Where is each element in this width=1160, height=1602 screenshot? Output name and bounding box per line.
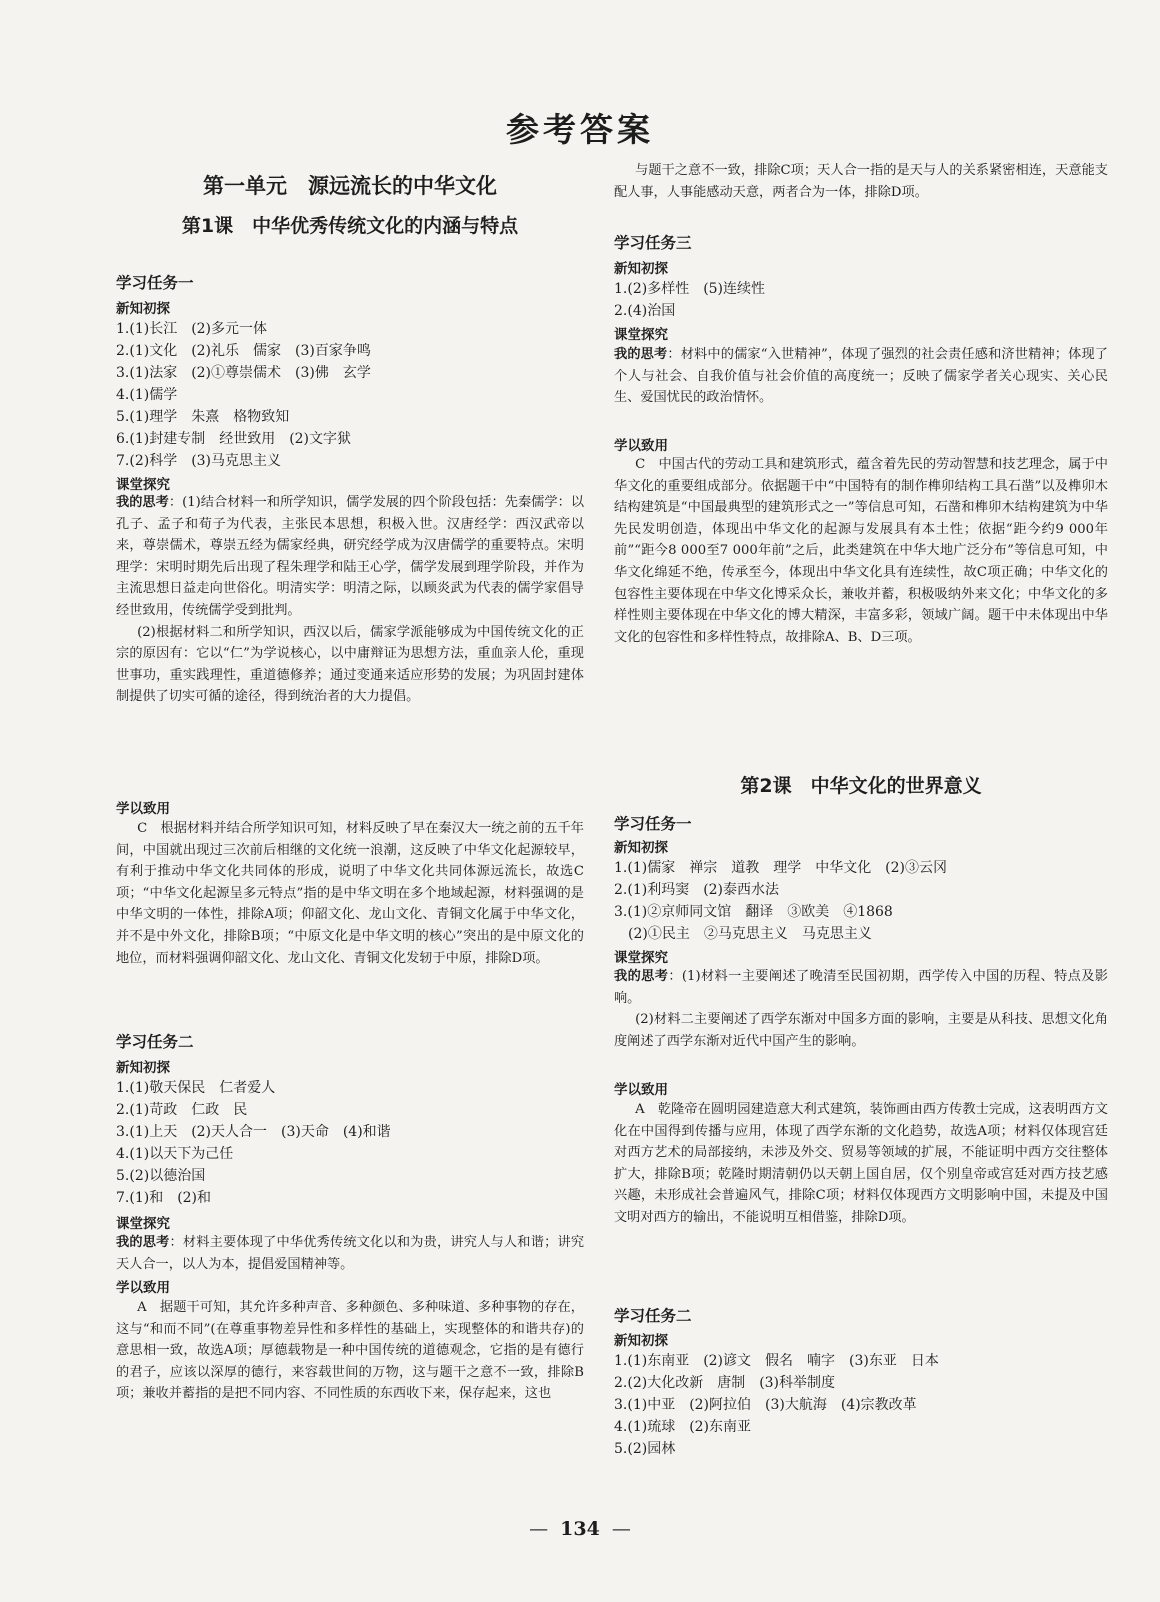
section-new-knowledge: 新知初探 [116, 301, 170, 317]
answer-item: 4.(1)儒学 [116, 387, 178, 403]
section-apply: 学以致用 [614, 438, 668, 454]
section-classroom: 课堂探究 [614, 950, 668, 966]
answer-item: 2.(4)治国 [614, 303, 676, 319]
task-heading: 学习任务二 [614, 1307, 692, 1325]
thinking-text: ：材料中的儒家“入世精神”，体现了强烈的社会责任感和济世精神；体现了个人与社会、自我价值与社会价值的高度统一；反映了儒家学者关心现实、关心民生、爱国忧民的政治情怀。 [614, 347, 1108, 406]
answer-item: 5.(2)以德治国 [116, 1168, 206, 1184]
thinking-label: 我的思考 [116, 495, 169, 510]
apply-answer: C 中国古代的劳动工具和建筑形式，蕴含着先民的劳动智慧和技艺理念，属于中华文化的重要组成部分。依据题干中“中国特有的制作榫卯结构工具石凿”以及榫卯木结构建筑是“中国最典型的建筑形式之一”等信息可知，石凿和榫卯木结构建筑为中华先民发明创造，体现出中华文化的起源与发展具有本土性；依据“距今约9 000年前”“距今8 000至7 000年前”之后，此类建筑在中华大地广泛分布”等信息可知，中华文化绵延不绝，传承至今，体现出中华文化具有连续性，故C项正确；中华文化的包容性主要体现在中华文化博采众长，兼收并蓄，积极吸纳外来文化；中华文化的多样性则主要体现在中华文化的博大精深，丰富多彩，领域广阔。题干中未体现出中华文化的包容性和多样性特点，故排除A、B、D三项。 [614, 457, 1108, 645]
thinking-text: ：材料主要体现了中华优秀传统文化以和为贵，讲究人与人和谐；讲究天人合一，以人为本，提倡爱国精神等。 [116, 1235, 585, 1272]
footer-dash-left: — [529, 1518, 549, 1540]
section-new-knowledge: 新知初探 [116, 1060, 170, 1076]
answer-item: 5.(2)园林 [614, 1441, 676, 1457]
apply-answer: A 乾隆帝在圆明园建造意大利式建筑，装饰画由西方传教士完成，这表明西方文化在中国得到传播与应用，体现了西学东渐的文化趋势，故选A项；材料仅体现宫廷对西方艺术的局部接纳，未涉及外交、贸易等领域的扩展，不能证明中西方交往整体扩大，排除B项；乾隆时期清朝仍以天朝上国自居，仅个别皇帝或宫廷对西方技艺感兴趣，未形成社会普遍风气，排除C项；材料仅体现西方文明影响中国，未提及中国文明对西方的输出，不能说明互相借鉴，排除D项。 [614, 1102, 1108, 1225]
answer-item: 1.(1)儒家 禅宗 道教 理学 中华文化 (2)③云冈 [614, 860, 948, 876]
thinking-paragraph [116, 492, 584, 622]
section-apply: 学以致用 [116, 1280, 170, 1296]
answer-item: 4.(1)琉球 (2)东南亚 [614, 1419, 752, 1435]
answer-item: 3.(1)中亚 (2)阿拉伯 (3)大航海 (4)宗教改革 [614, 1397, 917, 1413]
section-classroom: 课堂探究 [614, 327, 668, 343]
answer-item: 2.(1)文化 (2)礼乐 儒家 (3)百家争鸣 [116, 343, 371, 359]
thinking-paragraph [614, 966, 1108, 1009]
answer-list [614, 1350, 1108, 1460]
section-apply: 学以致用 [614, 1082, 668, 1098]
thinking-label: 我的思考 [116, 1235, 170, 1250]
answer-list [116, 318, 584, 472]
answer-list [116, 1077, 584, 1209]
task-heading: 学习任务二 [116, 1033, 194, 1051]
unit-title: 第一单元 源远流长的中华文化 [203, 174, 497, 198]
thinking-block [614, 966, 1108, 1052]
answer-item: 1.(1)敬天保民 仁者爱人 [116, 1080, 276, 1096]
task-heading: 学习任务一 [614, 815, 692, 833]
answer-list [614, 857, 1108, 945]
page-number-footer [0, 1518, 1160, 1540]
thinking-label: 我的思考 [614, 347, 668, 362]
thinking-text: ：(1)结合材料一和所学知识，儒学发展的四个阶段包括：先秦儒学：以孔子、孟子和荀子为代表，主张民本思想，积极入世。汉唐经学：西汉武帝以来，尊崇儒术，尊崇五经为儒家经典，研究经学成为汉唐儒学的重要特点。宋明理学：宋明时期先后出现了程朱理学和陆王心学，儒学发展到理学阶段，并作为主流思想日益走向世俗化。明清实学：明清之际，以顾炎武为代表的儒学家倡导经世致用，传统儒学受到批判。 [116, 495, 585, 618]
answer-item: 1.(1)长江 (2)多元一体 [116, 321, 268, 337]
thinking-paragraph [116, 1232, 584, 1275]
section-new-knowledge: 新知初探 [614, 261, 668, 277]
apply-answer: C 根据材料并结合所学知识可知，材料反映了早在秦汉大一统之前的五千年间，中国就出现过三次前后相继的文化统一浪潮，这反映了中华文化起源较早，有利于推动中华文化共同体的形成，说明了中华文化共同体源远流长，故选C项；“中华文化起源呈多元特点”指的是中华文明在多个地域起源，材料强调的是中华文明的一体性，排除A项；仰韶文化、龙山文化、青铜文化属于中华文化，并不是中外文化，排除B项；“中原文化是中华文明的核心”突出的是中原文化的地位，而材料强调仰韶文化、龙山文化、青铜文化发轫于中原，排除D项。 [116, 821, 584, 966]
lesson-1-title: 第1课 中华优秀传统文化的内涵与特点 [181, 215, 519, 237]
thinking-paragraph: (2)材料二主要阐述了西学东渐对中国多方面的影响，主要是从科技、思想文化角度阐述了西学东渐对近代中国产生的影响。 [614, 1012, 1108, 1049]
answer-item: 7.(1)和 (2)和 [116, 1190, 212, 1206]
section-new-knowledge: 新知初探 [614, 840, 668, 856]
task-heading: 学习任务一 [116, 274, 194, 292]
thinking-block [116, 492, 584, 708]
thinking-paragraph [614, 344, 1108, 409]
apply-answer: A 据题干可知，其允许多种声音、多种颜色、多种味道、多种事物的存在，这与“和而不同”(在尊重事物差异性和多样性的基础上，实现整体的和谐共存)的意思相一致，故选A项；厚德载物是一种中国传统的道德观念，它指的是有德行的君子，应该以深厚的德行，来容载世间的万物，这与题干之意不一致，排除B项；兼收并蓄指的是把不同内容、不同性质的东西收下来，保存起来，这也 [116, 1300, 584, 1402]
section-apply: 学以致用 [116, 801, 170, 817]
answer-item: 1.(2)多样性 (5)连续性 [614, 281, 766, 297]
answer-item: 2.(1)利玛窦 (2)泰西水法 [614, 882, 780, 898]
answer-item: 4.(1)以天下为己任 [116, 1146, 234, 1162]
answer-item: 2.(1)苛政 仁政 民 [116, 1102, 248, 1118]
task-heading: 学习任务三 [614, 234, 692, 252]
answer-item: 6.(1)封建专制 经世致用 (2)文字狱 [116, 431, 352, 447]
answer-item: 7.(2)科学 (3)马克思主义 [116, 453, 282, 469]
thinking-label: 我的思考 [614, 969, 669, 984]
answer-item: 3.(1)上天 (2)天人合一 (3)天命 (4)和谐 [116, 1124, 391, 1140]
thinking-text: ：(1)材料一主要阐述了晚清至民国初期，西学传入中国的历程、特点及影响。 [614, 969, 1108, 1006]
answer-item: 2.(2)大化改新 唐制 (3)科举制度 [614, 1375, 836, 1391]
continued-answer: 与题干之意不一致，排除C项；天人合一指的是天与人的关系紧密相连，天意能支配人事，人事能感动天意，两者合为一体，排除D项。 [614, 163, 1108, 200]
thinking-paragraph: (2)根据材料二和所学知识，西汉以后，儒家学派能够成为中国传统文化的正宗的原因有：它以“仁”为学说核心，以中庸辩证为思想方法，重血亲人伦，重现世事功，重实践理性，重道德修养；通过变通来适应形势的发展；为巩固封建体制提供了切实可循的途径，得到统治者的大力提倡。 [116, 624, 584, 705]
answer-item: 5.(1)理学 朱熹 格物致知 [116, 409, 290, 425]
answer-list [614, 278, 1108, 322]
page-number: 134 [560, 1518, 600, 1540]
answer-item: 1.(1)东南亚 (2)谚文 假名 喃字 (3)东亚 日本 [614, 1353, 939, 1369]
answer-item: (2)①民主 ②马克思主义 马克思主义 [614, 926, 872, 942]
answer-item: 3.(1)法家 (2)①尊崇儒术 (3)佛 玄学 [116, 365, 371, 381]
section-new-knowledge: 新知初探 [614, 1333, 668, 1349]
section-classroom: 课堂探究 [116, 477, 170, 493]
section-classroom: 课堂探究 [116, 1216, 170, 1232]
page-title: 参考答案 [506, 110, 654, 149]
answer-item: 3.(1)②京师同文馆 翻译 ③欧美 ④1868 [614, 904, 893, 920]
lesson-2-title: 第2课 中华文化的世界意义 [740, 775, 982, 797]
footer-dash-right: — [611, 1518, 631, 1540]
